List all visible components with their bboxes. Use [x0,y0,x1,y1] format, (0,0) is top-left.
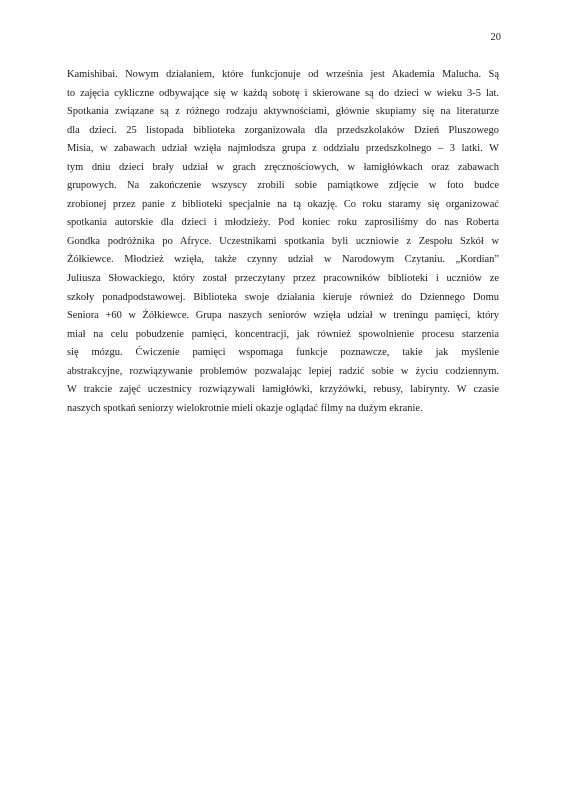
text-line: Spotkania związane są z różnego rodzaju aktywnościami, głównie skupiamy się na literaturze [67,106,499,118]
text-line: grupowych. Na zakończenie wszyscy zrobili sobie pamiątkowe zdjęcie w foto budce [67,180,499,192]
text-line: się mózgu. Ćwiczenie pamięci wspomaga funkcje poznawcze, takie jak myślenie [67,347,499,359]
text-line: W trakcie zajęć uczestnicy rozwiązywali łamigłówki, krzyżówki, rebusy, labirynty. W czasie [67,384,499,396]
text-line: szkoły ponadpodstawowej. Biblioteka swoje działania kieruje również do Dziennego Domu [67,291,499,303]
text-line: Kamishibai. Nowym działaniem, które funkcjonuje od września jest Akademia Malucha. Są [67,69,499,80]
text-line: miał na celu pobudzenie pamięci, koncentracji, jak również spowolnienie procesu starzenia [67,328,499,340]
text-line: zrobionej przez panie z biblioteki specjalnie na tą okazję. Co roku staramy się organizować [67,198,499,210]
text-line: Żółkiewce. Młodzież wzięła, także czynny udział w Narodowym Czytaniu. „Kordian” [67,254,499,266]
body-paragraph [67,66,499,418]
text-line: abstrakcyjne, rozwiązywanie problemów pozwalając lepiej radzić sobie w życiu codziennym. [67,365,499,377]
page-number: 20 [490,32,501,43]
text-line: tym dniu dzieci brały udział w grach zręcznościowych, w łamigłówkach oraz zabawach [67,161,499,173]
text-line: Seniora +60 w Żółkiewce. Grupa naszych seniorów wzięła udział w treningu pamięci, który [67,310,499,322]
text-line: dla dzieci. 25 listopada biblioteka zorganizowała dla przedszkolaków Dzień Pluszowego [67,124,499,136]
text-line: Misia, w zabawach udział wzięła najmłodsza grupa z oddziału przedszkolnego – 3 latki. W [67,143,499,155]
text-line: spotkania autorskie dla dzieci i młodzieży. Pod koniec roku zaprosiliśmy do nas Roberta [67,217,499,229]
text-line: Juliusza Słowackiego, który został przeczytany przez pracowników biblioteki i uczniów ze [67,273,499,285]
text-line: naszych spotkań seniorzy wielokrotnie mieli okazje oglądać filmy na dużym ekranie. [67,402,423,414]
text-line: Gondka podróżnika po Afryce. Uczestnikami spotkania byli uczniowie z Zespołu Szkół w [67,235,499,247]
text-line: to zajęcia cykliczne odbywające się w każdą sobotę i skierowane są do dzieci w wieku 3-5 lat. [67,87,499,99]
